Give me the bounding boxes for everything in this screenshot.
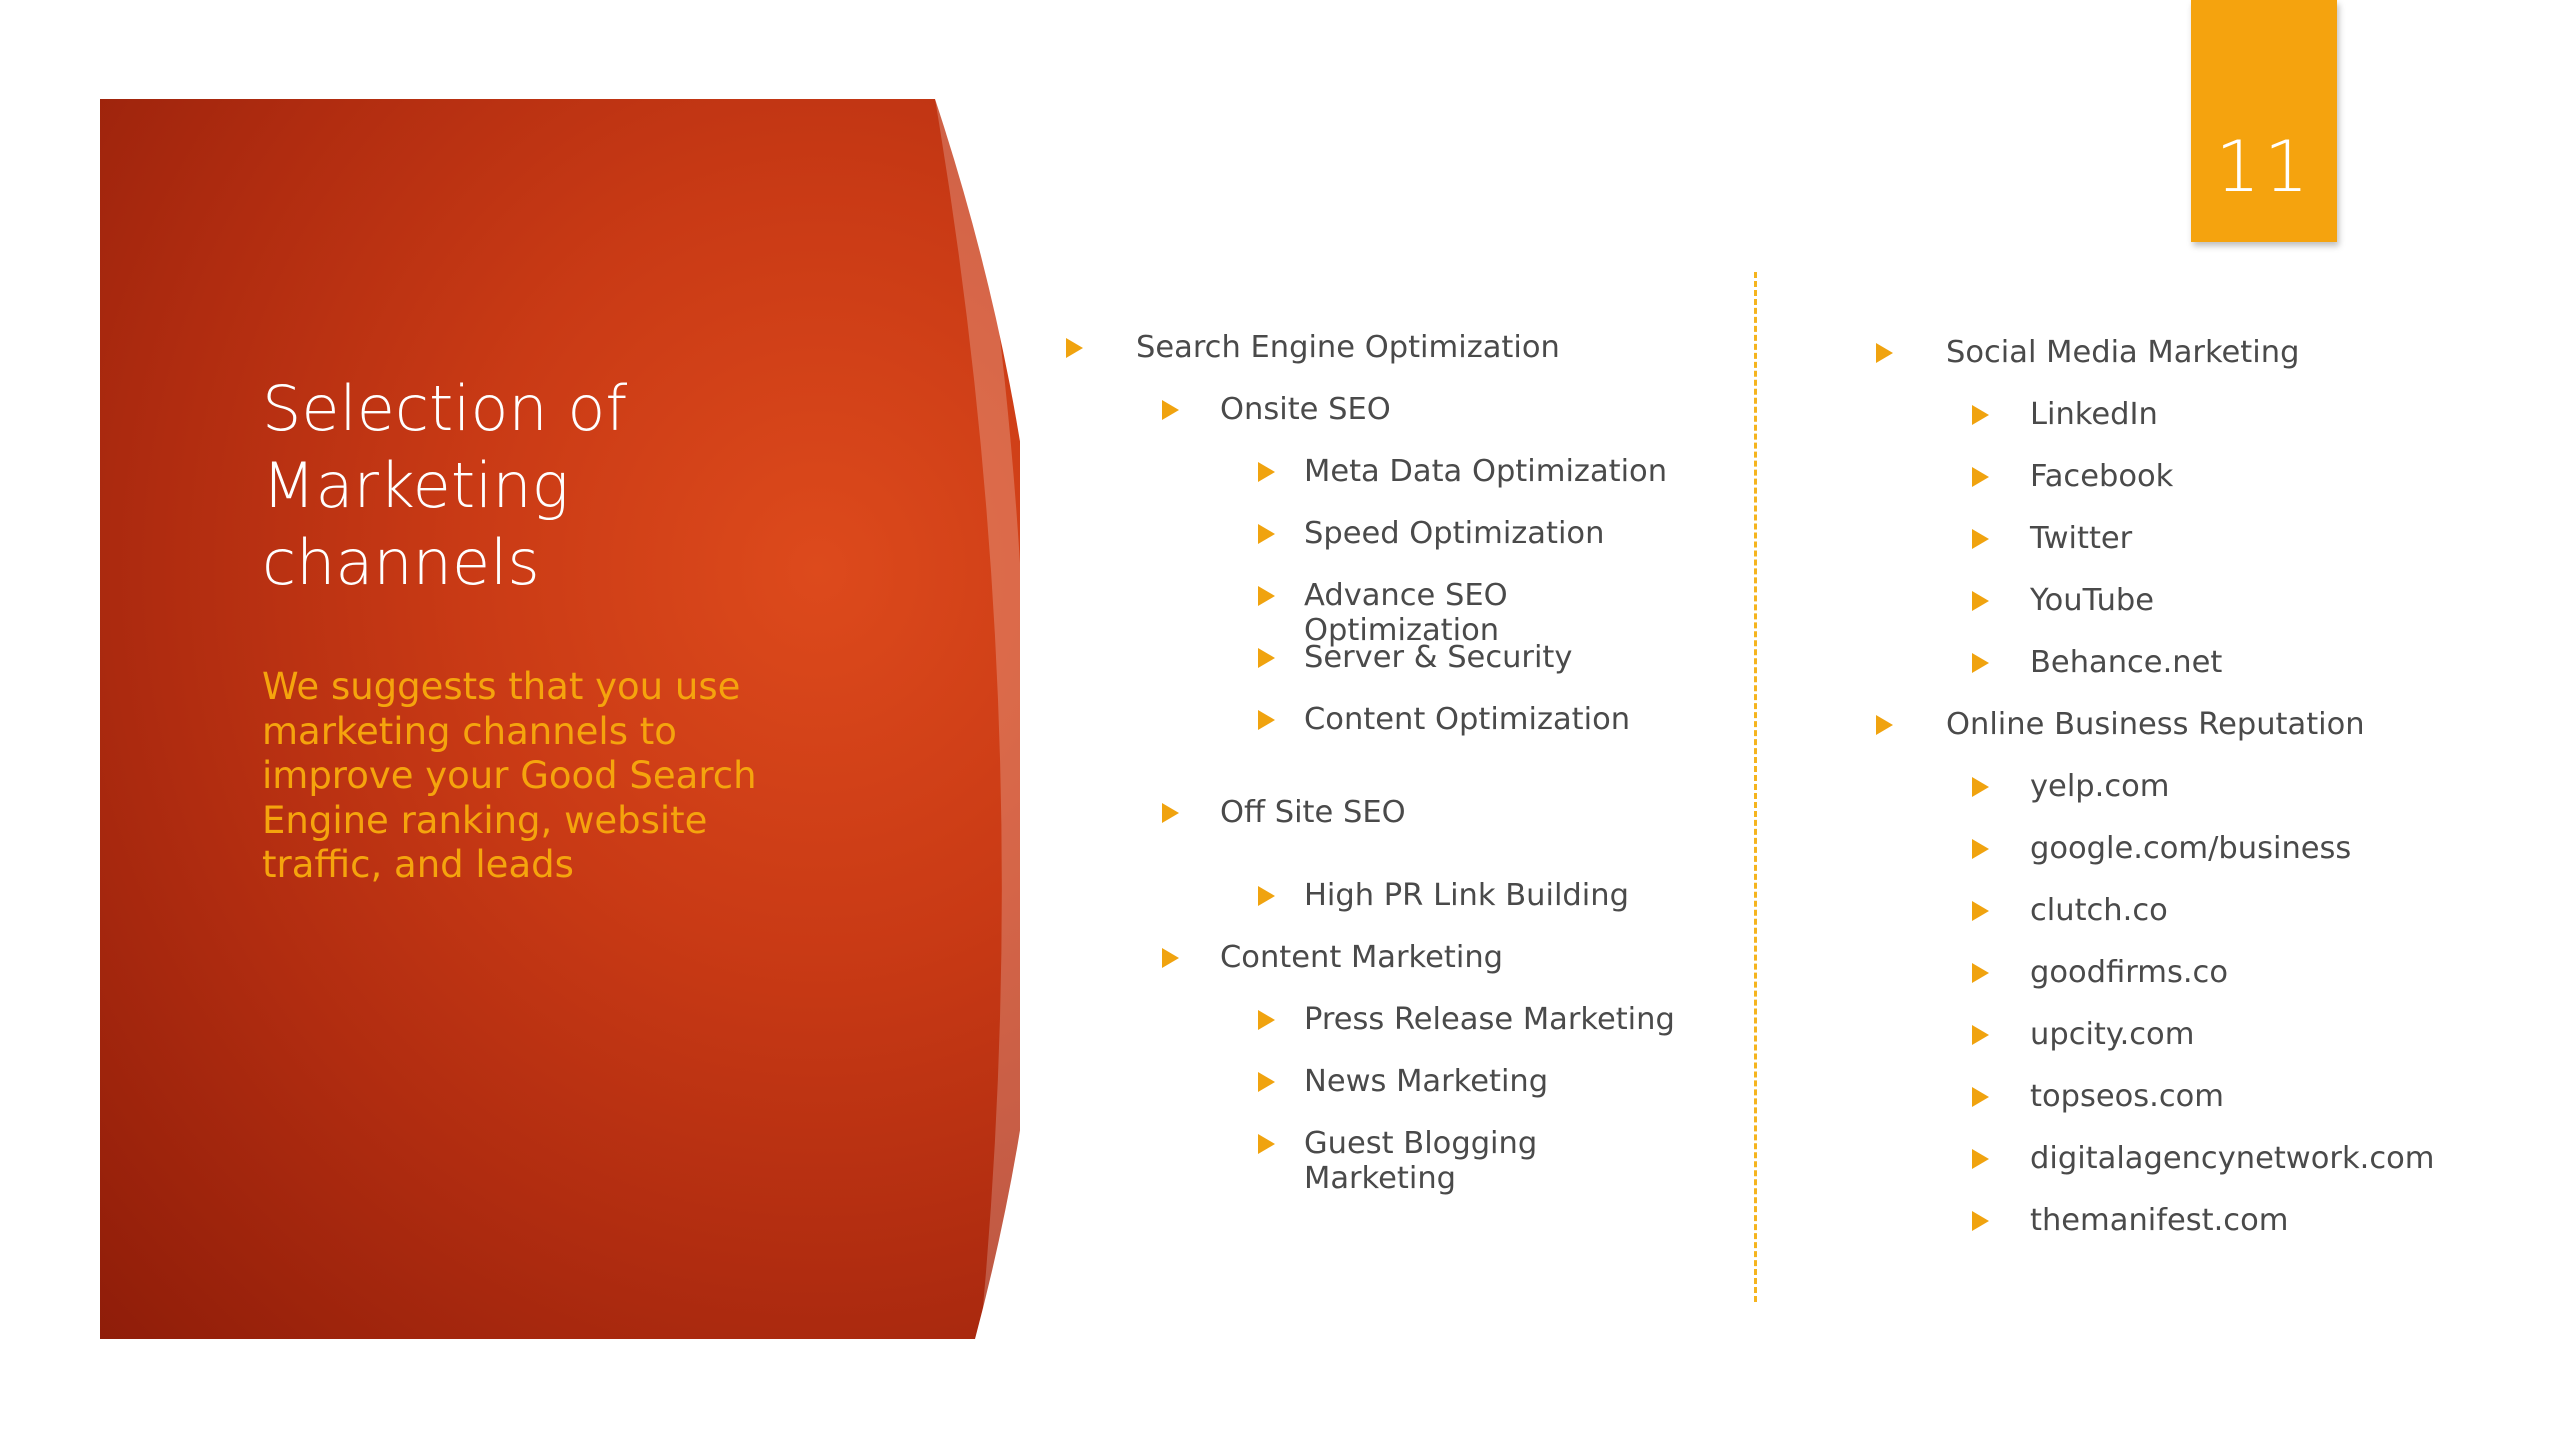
list-item-text: google.com/business bbox=[2030, 831, 2352, 866]
triangle-right-icon bbox=[1066, 338, 1083, 358]
list-item-text: digitalagencynetwork.com bbox=[2030, 1141, 2435, 1176]
triangle-right-icon bbox=[1258, 1010, 1275, 1030]
triangle-right-icon bbox=[1972, 405, 1989, 425]
list-item-text: themanifest.com bbox=[2030, 1203, 2289, 1238]
list-item-text: Onsite SEO bbox=[1220, 392, 1391, 427]
slide-title: Selection of Marketing channels bbox=[262, 372, 628, 599]
list-item-text: Behance.net bbox=[2030, 645, 2223, 680]
triangle-right-icon bbox=[1162, 803, 1179, 823]
triangle-right-icon bbox=[1258, 1134, 1275, 1154]
triangle-right-icon bbox=[1972, 467, 1989, 487]
triangle-right-icon bbox=[1972, 901, 1989, 921]
triangle-right-icon bbox=[1162, 400, 1179, 420]
triangle-right-icon bbox=[1162, 948, 1179, 968]
triangle-right-icon bbox=[1972, 591, 1989, 611]
list-item-text: Online Business Reputation bbox=[1946, 707, 2365, 742]
column-divider bbox=[1754, 272, 1757, 1302]
list-item-text: Off Site SEO bbox=[1220, 795, 1406, 830]
triangle-right-icon bbox=[1258, 648, 1275, 668]
list-item-text: Content Optimization bbox=[1304, 702, 1631, 737]
triangle-right-icon bbox=[1972, 839, 1989, 859]
list-item-text: Social Media Marketing bbox=[1946, 335, 2300, 370]
list-item-text: yelp.com bbox=[2030, 769, 2170, 804]
list-item-text: Meta Data Optimization bbox=[1304, 454, 1668, 489]
list-item-text: Speed Optimization bbox=[1304, 516, 1605, 551]
triangle-right-icon bbox=[1258, 462, 1275, 482]
page-number-badge bbox=[2191, 0, 2337, 242]
list-item-text: Search Engine Optimization bbox=[1136, 330, 1560, 365]
list-item-text: Press Release Marketing bbox=[1304, 1002, 1675, 1037]
triangle-right-icon bbox=[1258, 586, 1275, 606]
list-item-text: clutch.co bbox=[2030, 893, 2168, 928]
triangle-right-icon bbox=[1258, 524, 1275, 544]
triangle-right-icon bbox=[1972, 1025, 1989, 1045]
list-item-text: topseos.com bbox=[2030, 1079, 2225, 1114]
triangle-right-icon bbox=[1258, 1072, 1275, 1092]
list-item-text: Server & Security bbox=[1304, 640, 1573, 675]
triangle-right-icon bbox=[1972, 1087, 1989, 1107]
triangle-right-icon bbox=[1972, 653, 1989, 673]
triangle-right-icon bbox=[1258, 886, 1275, 906]
triangle-right-icon bbox=[1972, 963, 1989, 983]
triangle-right-icon bbox=[1972, 1149, 1989, 1169]
list-item-text: Content Marketing bbox=[1220, 940, 1504, 975]
slide-subtitle: We suggests that you use marketing channels to improve your Good Search Engine ranking, website traffic, and leads bbox=[262, 665, 757, 886]
page-number: 11 bbox=[2215, 126, 2313, 208]
list-item-text: Guest Blogging Marketing bbox=[1304, 1126, 1538, 1196]
list-item-text: goodfirms.co bbox=[2030, 955, 2228, 990]
triangle-right-icon bbox=[1972, 777, 1989, 797]
list-item-text: High PR Link Building bbox=[1304, 878, 1629, 913]
list-item-text: News Marketing bbox=[1304, 1064, 1549, 1099]
triangle-right-icon bbox=[1972, 1211, 1989, 1231]
triangle-right-icon bbox=[1876, 715, 1893, 735]
list-item-text: upcity.com bbox=[2030, 1017, 2195, 1052]
list-item-text: LinkedIn bbox=[2030, 397, 2158, 432]
triangle-right-icon bbox=[1258, 710, 1275, 730]
triangle-right-icon bbox=[1876, 343, 1893, 363]
list-item-text: Twitter bbox=[2030, 521, 2133, 556]
list-item-text: YouTube bbox=[2030, 583, 2155, 618]
list-item-text: Advance SEO Optimization bbox=[1304, 578, 1508, 648]
list-item-text: Facebook bbox=[2030, 459, 2174, 494]
triangle-right-icon bbox=[1972, 529, 1989, 549]
